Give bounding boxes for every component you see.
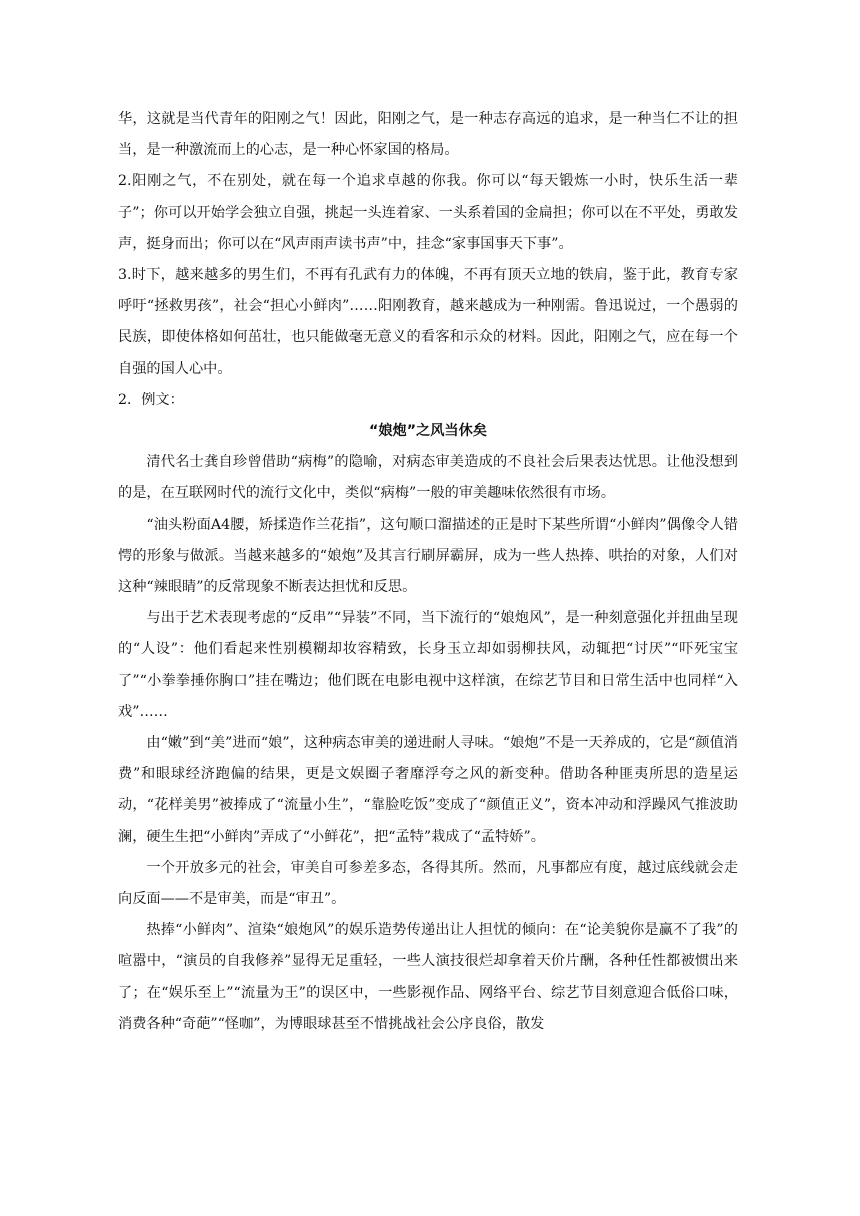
paragraph-continuation: 华，这就是当代青年的阳刚之气！因此，阳刚之气，是一种志存高远的追求，是一种当仁不让的担当，是一种激流而上的心志，是一种心怀家国的格局。 <box>118 111 738 159</box>
essay-paragraph: 热捧“小鲜肉”、渲染“娘炮风”的娱乐造势传递出让人担忧的倾向：在“论美貌你是赢不了我”的喧嚣中，“演员的自我修养”显得无足重轻，一些人演技很烂却拿着天价片酬，各种任性都被惯出来了；在“娱乐至上”“流量为王”的误区中，一些影视作品、网络平台、综艺节目刻意迎合低俗口味，消费各种“奇葩”“怪咖”，为博眼球甚至不惜挑战社会公序良俗，散发 <box>118 922 738 1032</box>
paragraph-point-2: 2.阳刚之气，不在别处，就在每一个追求卓越的你我。你可以“每天锻炼一小时，快乐生活一辈子”；你可以开始学会独立自强，挑起一头连着家、一头系着国的金扁担；你可以在不平处，勇敢发声，挺身而出；你可以在“风声雨声读书声”中，挂念“家事国事天下事”。 <box>118 173 738 252</box>
paragraph-point-3: 3.时下，越来越多的男生们，不再有孔武有力的体魄，不再有顶天立地的铁肩，鉴于此，教育专家呼吁“拯救男孩”，社会“担心小鲜肉”……阳刚教育，越来越成为一种刚需。鲁迅说过，一个愚弱的民族，即使体格如何茁壮，也只能做毫无意义的看客和示众的材料。因此，阳刚之气，应在每一个自强的国人心中。 <box>118 267 738 377</box>
essay-paragraph: 一个开放多元的社会，审美自可参差多态，各得其所。然而，凡事都应有度，越过底线就会走向反面——不是审美，而是“审丑”。 <box>118 859 738 908</box>
essay-title: “娘炮”之风当休矣 <box>369 423 487 440</box>
essay-paragraph: “油头粉面A4腰，矫揉造作兰花指”，这句顺口溜描述的正是时下某些所谓“小鲜肉”偶像令人错愕的形象与做派。当越来越多的“娘炮”及其言行刷屏霸屏，成为一些人热捧、哄抬的对象，人们对这种“辣眼睛”的反常现象不断表达担忧和反思。 <box>118 516 738 596</box>
essay-paragraph: 与出于艺术表现考虑的“反串”“异装”不同，当下流行的“娘炮风”，是一种刻意强化并扭曲呈现的“人设”：他们看起来性别模糊却妆容精致，长身玉立却如弱柳扶风，动辄把“讨厌”“吓死宝宝了”“小拳拳捶你胸口”挂在嘴边；他们既在电影电视中这样演，在综艺节目和日常生活中也同样“入戏”…… <box>118 610 738 720</box>
document-page <box>118 104 738 1040</box>
section-label-example: 2．例文： <box>118 391 184 408</box>
essay-paragraph: 清代名士龚自珍曾借助“病梅”的隐喻，对病态审美造成的不良社会后果表达忧思。让他没想到的是，在互联网时代的流行文化中，类似“病梅”一般的审美趣味依然很有市场。 <box>118 454 738 502</box>
essay-paragraph: 由“嫩”到“美”进而“娘”，这种病态审美的递进耐人寻味。“娘炮”不是一天养成的，它是“颜值消费”和眼球经济跑偏的结果，更是文娱圈子奢靡浮夸之风的新变种。借助各种匪夷所思的造星运动，“花样美男”被捧成了“流量小生”，“靠脸吃饭”变成了“颜值正义”，资本冲动和浮躁风气推波助澜，硬生生把“小鲜肉”弄成了“小鲜花”，把“孟特”栽成了“孟特娇”。 <box>118 735 738 845</box>
